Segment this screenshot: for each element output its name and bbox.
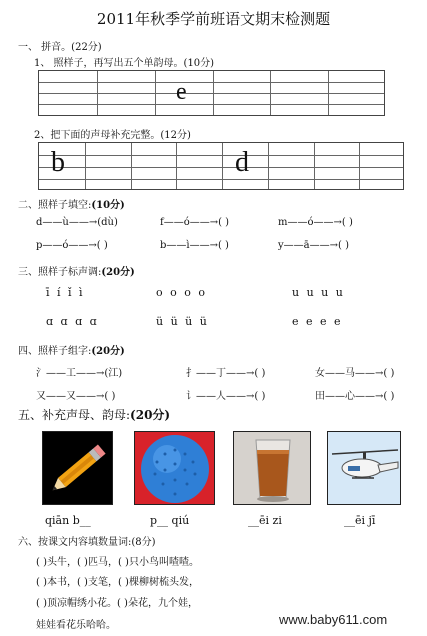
pencil-image [42,431,113,505]
image-caption: __ēi zi [248,514,282,527]
helicopter-image [327,431,401,505]
section-6-heading: 六、按课文内容填数量词:(8分) [18,537,156,548]
tone-letters-i: ī í ǐ ì [46,286,83,299]
sec4-item: 田——心——→( ) [315,391,395,402]
cup-image [233,431,311,505]
pinyin-grid-vowels [38,70,385,116]
image-caption: __ēi jī [344,514,376,527]
image-caption: p__ qiú [150,514,190,527]
sec2-item: d——ù——→(dù) [36,217,118,228]
tone-letters-v: ü ü ü ü [156,315,207,328]
cup-icon [234,432,311,505]
section-1-heading: 一、 拼音。(22分) [18,42,102,53]
sec2-item: p——ó——→( ) [36,240,108,251]
ball-image [134,431,215,505]
tone-letters-u: u u u u [292,286,343,299]
sec4-item: 讠——人——→( ) [186,391,266,402]
fill-line: 娃娃看花乐哈哈。 [36,620,116,631]
tone-letters-a: ɑ ɑ ɑ ɑ [46,315,97,328]
page-title: 2011年秋季学前班语文期末检测题 [96,10,331,28]
sec4-item: 女——马——→( ) [315,368,395,379]
consonant-letter-b: b [51,147,65,178]
example-vowel-letter: e [176,79,187,105]
question-1-2: 2、把下面的声母补充完整。(12分) [34,130,191,141]
sec2-item: f——ó——→( ) [160,217,230,228]
fill-line: ( )顶凉帽绣小花。( )朵花，九个娃， [36,598,198,609]
pinyin-grid-consonants [38,142,404,190]
consonant-letter-d: d [235,147,249,178]
sec4-item: 扌——丁——→( ) [186,368,266,379]
ball-icon [135,432,215,505]
watermark: www.baby611.com [279,612,388,627]
section-4-heading: 四、照样子组字:(20分) [18,346,125,357]
fill-line: ( )头牛，( )匹马，( )只小鸟叫喳喳。 [36,557,199,568]
sec2-item: y——ā——→( ) [278,240,349,251]
question-1-1: 1、 照样子，再写出五个单韵母。(10分) [34,58,215,69]
image-caption: qiān b__ [45,514,91,527]
fill-line: ( )本书，( )支笔，( )棵柳树梳头发， [36,577,199,588]
section-5-heading: 五、补充声母、韵母:(20分) [18,408,171,422]
sec2-item: b——ì——→( ) [160,240,229,251]
sec4-item: 又——又——→( ) [36,391,116,402]
sec4-item: 氵——工——→(江) [36,368,123,379]
helicopter-icon [328,432,401,505]
tone-letters-o: o o o o [156,286,205,299]
pencil-icon [43,432,113,505]
section-3-heading: 三、照样子标声调:(20分) [18,267,135,278]
sec2-item: m——ó——→( ) [278,217,353,228]
section-2-heading: 二、照样子填空:(10分) [18,200,125,211]
tone-letters-e: e e e e [292,315,341,328]
